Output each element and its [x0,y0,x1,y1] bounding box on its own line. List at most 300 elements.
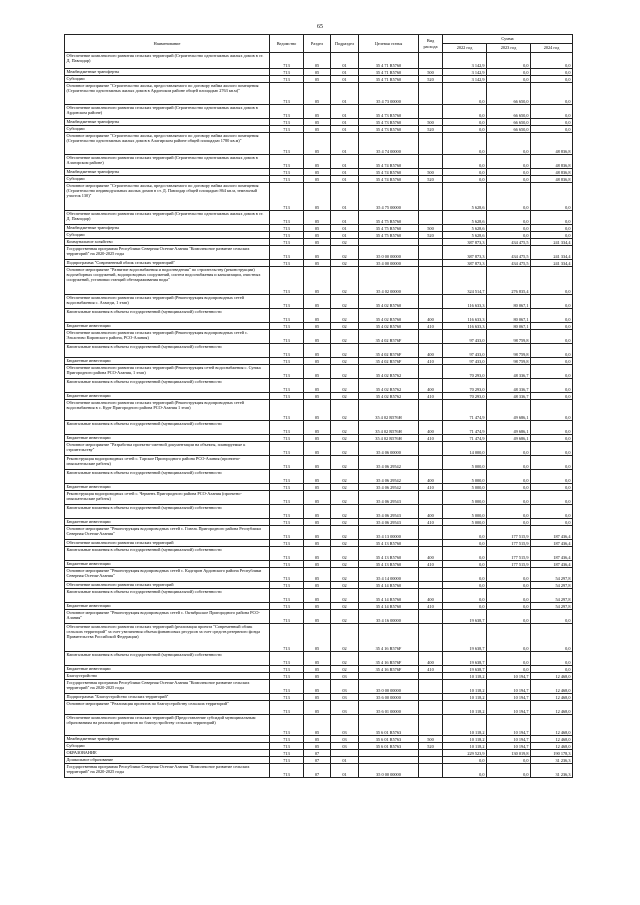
page-number: 65 [317,24,323,30]
row-sum-year-2: 0,0 [487,53,531,69]
row-ved: 713 [270,267,304,295]
table-row [65,246,573,260]
row-vr [419,680,443,694]
table-row [65,239,573,246]
row-cs: 35 4 73 R5760 [359,119,419,126]
row-name: Благоустройство [65,673,270,680]
row-sum-year-1: 0,0 [443,568,487,582]
row-name: Субсидии [65,232,270,239]
row-rz: 07 [304,764,331,778]
table-row [65,603,573,610]
row-ved: 713 [270,484,304,491]
row-cs: 35 6 01 00000 [359,701,419,715]
row-sum-year-1: 0,0 [443,589,487,603]
row-rz: 05 [304,225,331,232]
row-sum-year-2: 434 475,5 [487,239,531,246]
table-header [65,35,573,53]
row-sum-year-1: 0,0 [443,176,487,183]
row-sum-year-2: 0,0 [487,582,531,589]
row-ved: 713 [270,764,304,778]
row-name: Капитальные вложения в объекты государственной (муниципальной) собственности [65,421,270,435]
row-rz: 05 [304,76,331,83]
row-vr [419,673,443,680]
row-vr [419,540,443,547]
row-vr: 400 [419,309,443,323]
row-name: Бюджетные инвестиции [65,323,270,330]
row-cs: 35 4 71 R5760 [359,76,419,83]
header-sum: Сумма [443,35,573,44]
budget-table [64,34,573,778]
row-sum-year-3: 0,0 [531,309,573,323]
row-sum-year-3: 0,0 [531,610,573,624]
row-ved: 713 [270,505,304,519]
row-cs: 35 0 00 00000 [359,764,419,778]
row-sum-year-1: 19 638,7 [443,624,487,652]
table-row [65,267,573,295]
row-sum-year-2: 10 194,7 [487,673,531,680]
row-cs: 35 4 02 R576F [359,358,419,365]
row-sum-year-3: 187 436,4 [531,526,573,540]
row-name: Подпрограмма "Современный облик сельских территорий" [65,260,270,267]
table-row [65,358,573,365]
row-prz: 02 [331,540,359,547]
header-name: Наименование [65,35,270,53]
table-row [65,666,573,673]
row-prz: 02 [331,603,359,610]
row-cs: 35 4 73 R5760 [359,126,419,133]
table-row [65,155,573,169]
row-vr [419,330,443,344]
row-name: Обеспечение комплексного развития сельских территорий (Строительство одноэтажных жилых домов в ст. Д. Павлодар) [65,53,270,69]
row-sum-year-2: 0,0 [487,169,531,176]
row-sum-year-3: 0,0 [531,295,573,309]
row-cs: 35 4 02 00000 [359,267,419,295]
row-sum-year-3: 241 334,4 [531,260,573,267]
row-sum-year-2: 0,0 [487,225,531,232]
row-sum-year-1: 0,0 [443,126,487,133]
row-name: Основное мероприятие "Строительство жилья, предоставляемого по договору найма жилого помещения (Строительство одноэтажных жилых домов в Ардонском районе общей площадью 2763 кв.м)" [65,83,270,105]
row-sum-year-1: 0,0 [443,133,487,155]
row-sum-year-2: 0,0 [487,603,531,610]
row-name: Бюджетные инвестиции [65,561,270,568]
row-prz: 02 [331,260,359,267]
row-sum-year-3: 12 468,0 [531,736,573,743]
row-rz: 05 [304,736,331,743]
row-sum-year-3: 0,0 [531,442,573,456]
row-vr [419,211,443,225]
row-ved: 713 [270,610,304,624]
row-rz: 05 [304,470,331,484]
table-row [65,491,573,505]
table-row [65,589,573,603]
table-row [65,421,573,435]
row-ved: 713 [270,750,304,757]
row-rz: 05 [304,701,331,715]
row-vr: 410 [419,603,443,610]
row-sum-year-2: 48 336,7 [487,379,531,393]
row-sum-year-1: 5 628,6 [443,232,487,239]
row-sum-year-1: 5 628,6 [443,211,487,225]
row-ved: 713 [270,232,304,239]
table-row [65,680,573,694]
row-name: Капитальные вложения в объекты государственной (муниципальной) собственности [65,309,270,323]
row-rz: 05 [304,603,331,610]
row-rz: 05 [304,715,331,736]
row-sum-year-3: 12 468,0 [531,680,573,694]
table-row [65,232,573,239]
row-sum-year-1: 0,0 [443,169,487,176]
row-ved: 713 [270,435,304,442]
row-sum-year-3: 0,0 [531,505,573,519]
row-name: Субсидии [65,176,270,183]
table-row [65,694,573,701]
row-ved: 713 [270,400,304,421]
row-sum-year-2: 66 650,0 [487,105,531,119]
row-ved: 713 [270,421,304,435]
row-name: Основное мероприятие "Разработка проектно-сметной документации на объекты, планируемые к строительству" [65,442,270,456]
header-vr: Вид расхода [419,35,443,53]
row-ved: 713 [270,260,304,267]
row-prz: 01 [331,119,359,126]
header-prz: Подраздел [331,35,359,53]
row-sum-year-1: 70 293,0 [443,379,487,393]
row-vr: 410 [419,323,443,330]
row-vr: 410 [419,435,443,442]
row-name: Подпрограмма "Благоустройство сельских территорий" [65,694,270,701]
row-sum-year-3: 187 436,4 [531,540,573,547]
row-vr: 500 [419,225,443,232]
row-vr [419,267,443,295]
row-prz: 01 [331,764,359,778]
row-sum-year-3: 0,0 [531,330,573,344]
row-prz: 02 [331,246,359,260]
row-ved: 713 [270,547,304,561]
row-sum-year-1: 5 628,6 [443,225,487,232]
row-sum-year-1: 5 000,0 [443,456,487,470]
row-rz: 05 [304,211,331,225]
row-ved: 713 [270,105,304,119]
row-vr: 400 [419,421,443,435]
row-sum-year-1: 71 474,9 [443,435,487,442]
table-row [65,260,573,267]
row-sum-year-2: 0,0 [487,610,531,624]
table-row [65,624,573,652]
row-rz: 05 [304,519,331,526]
table-row [65,295,573,309]
table-row [65,764,573,778]
row-prz: 02 [331,358,359,365]
row-name: Капитальные вложения в объекты государственной (муниципальной) собственности [65,652,270,666]
row-prz: 01 [331,126,359,133]
row-rz: 05 [304,456,331,470]
row-rz: 05 [304,133,331,155]
row-sum-year-3: 12 468,0 [531,743,573,750]
row-sum-year-2: 10 194,7 [487,736,531,743]
row-cs: 35 4 06 29542 [359,484,419,491]
row-prz: 02 [331,519,359,526]
row-sum-year-3: 48 836,8 [531,155,573,169]
row-prz: 02 [331,561,359,568]
row-name: Обеспечение комплексного развития сельских территорий (Предоставление субсидий муниципальным образованиям на реализацию проектов по благоустройству сельских территорий) [65,715,270,736]
row-name: Обеспечение комплексного развития сельских территорий (Строительство одноэтажных жилых домов в Ардонском районе) [65,105,270,119]
row-rz: 05 [304,694,331,701]
row-sum-year-2: 0,0 [487,183,531,211]
row-sum-year-1: 14 000,0 [443,442,487,456]
row-sum-year-3: 54 297,8 [531,582,573,589]
row-name: Обеспечение комплексного развития сельских территорий (реализация проекта "Современный облик сельских территорий" за счет увеличения объема финансовых ресурсов за счет средств резервного фонда Правительства Российской Федерации) [65,624,270,652]
row-name: Межбюджетные трансферты [65,69,270,76]
row-cs: 35 4 13 00000 [359,526,419,540]
row-sum-year-1: 3 142,9 [443,76,487,83]
row-sum-year-3: 0,0 [531,119,573,126]
row-rz: 05 [304,358,331,365]
row-prz: 01 [331,105,359,119]
row-sum-year-1: 5 000,0 [443,470,487,484]
row-cs: 35 0 00 00000 [359,680,419,694]
table-row [65,225,573,232]
row-prz: 02 [331,666,359,673]
row-cs: 35 4 02 R576Н [359,400,419,421]
row-prz: 02 [331,393,359,400]
row-sum-year-3: 0,0 [531,69,573,76]
table-row [65,701,573,715]
row-prz: 03 [331,680,359,694]
row-sum-year-1: 387 873,3 [443,260,487,267]
row-ved: 713 [270,624,304,652]
table-row [65,379,573,393]
row-sum-year-2: 177 515,9 [487,561,531,568]
row-cs: 35 4 14 R5760 [359,582,419,589]
table-row [65,133,573,155]
row-sum-year-1: 5 000,0 [443,505,487,519]
row-cs: 35 4 75 R5760 [359,211,419,225]
row-name: Обеспечение комплексного развития сельских территорий (Реконструкция водопроводных сетей водоснабжения с. Ахмеди, 1 этап) [65,295,270,309]
row-sum-year-1: 71 474,9 [443,421,487,435]
row-sum-year-1: 10 118,2 [443,743,487,750]
table-row [65,442,573,456]
row-prz: 01 [331,69,359,76]
row-ved: 713 [270,211,304,225]
row-sum-year-1: 0,0 [443,83,487,105]
row-sum-year-1: 116 633,3 [443,323,487,330]
row-sum-year-1: 19 638,7 [443,666,487,673]
row-rz: 05 [304,400,331,421]
row-prz: 02 [331,421,359,435]
row-sum-year-3: 0,0 [531,126,573,133]
row-sum-year-3: 241 334,4 [531,239,573,246]
row-rz: 05 [304,421,331,435]
row-cs: 35 6 01 R5763 [359,736,419,743]
row-vr: 500 [419,69,443,76]
row-prz: 02 [331,470,359,484]
row-cs: 35 4 75 R5760 [359,232,419,239]
row-sum-year-1: 10 118,2 [443,715,487,736]
row-sum-year-1: 229 523,9 [443,750,487,757]
row-name: Бюджетные инвестиции [65,603,270,610]
row-sum-year-2: 80 067,1 [487,295,531,309]
row-sum-year-3: 0,0 [531,400,573,421]
row-sum-year-1: 0,0 [443,757,487,764]
row-name: Обеспечение комплексного развития сельских территорий (Реконструкция водопроводных сетей водоснабжения в с. Курт Пригородного района РСО-Алания 1 этап) [65,400,270,421]
row-vr [419,400,443,421]
row-ved: 713 [270,358,304,365]
row-vr [419,260,443,267]
row-sum-year-3: 0,0 [531,323,573,330]
row-name: Государственная программа Республики Северная Осетия-Алания "Комплексное развитие сельских территорий" на 2020-2025 годы [65,764,270,778]
row-rz: 05 [304,239,331,246]
row-prz: 02 [331,344,359,358]
row-rz: 05 [304,295,331,309]
row-prz: 02 [331,323,359,330]
table-row [65,484,573,491]
row-ved: 713 [270,701,304,715]
row-cs: 35 4 00 00000 [359,260,419,267]
row-vr: 400 [419,547,443,561]
row-sum-year-2: 10 194,7 [487,680,531,694]
row-name: Межбюджетные трансферты [65,736,270,743]
row-sum-year-2: 10 194,7 [487,715,531,736]
row-cs: 35 4 02 R576F [359,330,419,344]
row-cs: 35 4 74 R5760 [359,155,419,169]
row-ved: 713 [270,309,304,323]
row-rz: 05 [304,442,331,456]
row-rz: 05 [304,169,331,176]
row-cs: 35 4 06 29542 [359,470,419,484]
row-sum-year-2: 0,0 [487,624,531,652]
row-sum-year-2: 10 194,7 [487,701,531,715]
row-ved: 713 [270,736,304,743]
row-vr [419,246,443,260]
row-vr [419,491,443,505]
table-row [65,400,573,421]
row-ved: 713 [270,652,304,666]
row-rz: 05 [304,232,331,239]
row-ved: 713 [270,379,304,393]
row-sum-year-2: 0,0 [487,666,531,673]
row-sum-year-3: 241 334,4 [531,246,573,260]
header-year-1: 2022 год [443,44,487,53]
row-name: Основное мероприятие "Реконструкция водопроводных сетей с. Гизель Пригородного района Республики Северная Осетия-Алания" [65,526,270,540]
row-vr: 520 [419,76,443,83]
row-name: Субсидии [65,743,270,750]
row-ved: 713 [270,757,304,764]
row-cs: 35 4 14 R5760 [359,589,419,603]
row-vr [419,239,443,246]
row-sum-year-1: 5 000,0 [443,484,487,491]
row-sum-year-2: 0,0 [487,69,531,76]
row-sum-year-2: 0,0 [487,491,531,505]
row-cs: 35 4 75 00000 [359,183,419,211]
table-row [65,757,573,764]
table-row [65,470,573,484]
row-cs: 35 4 06 29543 [359,519,419,526]
row-prz: 02 [331,526,359,540]
row-cs: 35 4 02 R5760 [359,295,419,309]
row-ved: 713 [270,53,304,69]
table-row [65,743,573,750]
row-rz: 05 [304,365,331,379]
row-sum-year-3: 0,0 [531,83,573,105]
row-sum-year-3: 0,0 [531,624,573,652]
row-sum-year-3: 0,0 [531,232,573,239]
row-sum-year-2: 0,0 [487,470,531,484]
row-cs: 35 4 02 R5762 [359,393,419,400]
row-sum-year-1: 5 628,6 [443,183,487,211]
row-rz: 05 [304,393,331,400]
row-vr: 410 [419,666,443,673]
row-ved: 713 [270,442,304,456]
row-sum-year-1: 97 433,0 [443,358,487,365]
row-sum-year-1: 97 433,0 [443,330,487,344]
row-sum-year-3: 54 297,8 [531,603,573,610]
row-ved: 713 [270,126,304,133]
row-cs [359,750,419,757]
table-row [65,568,573,582]
row-rz: 05 [304,568,331,582]
row-sum-year-2: 0,0 [487,76,531,83]
header-rz: Раздел [304,35,331,53]
row-sum-year-3: 54 297,8 [531,589,573,603]
table-row [65,715,573,736]
row-ved: 713 [270,176,304,183]
row-name: Обеспечение комплексного развития сельских территорий (Реконструкция водопроводных сетей с. Эльхотово Кировского района, РСО-Алания) [65,330,270,344]
row-prz: 01 [331,76,359,83]
row-prz: 01 [331,211,359,225]
row-name: Капитальные вложения в объекты государственной (муниципальной) собственности [65,505,270,519]
row-prz: 01 [331,155,359,169]
row-vr: 410 [419,561,443,568]
header-year-3: 2024 год [531,44,573,53]
row-ved: 713 [270,183,304,211]
table-row [65,69,573,76]
row-vr: 400 [419,344,443,358]
row-cs: 35 4 02 R5762 [359,365,419,379]
row-name: Государственная программа Республики Северная Осетия-Алания "Комплексное развитие сельских территорий" на 2020-2025 годы [65,246,270,260]
row-prz: 02 [331,295,359,309]
row-prz: 01 [331,176,359,183]
row-prz: 02 [331,610,359,624]
row-vr [419,183,443,211]
row-vr: 500 [419,119,443,126]
row-cs: 35 4 14 R5760 [359,603,419,610]
row-vr [419,701,443,715]
row-vr: 520 [419,743,443,750]
row-prz: 03 [331,736,359,743]
table-row [65,540,573,547]
row-sum-year-3: 12 468,0 [531,701,573,715]
row-sum-year-2: 177 515,9 [487,540,531,547]
row-sum-year-2: 0,0 [487,757,531,764]
row-ved: 713 [270,133,304,155]
row-sum-year-2: 276 835,4 [487,267,531,295]
row-ved: 713 [270,83,304,105]
row-sum-year-1: 5 000,0 [443,491,487,505]
row-sum-year-2: 0,0 [487,652,531,666]
row-prz: 02 [331,330,359,344]
table-row [65,105,573,119]
row-cs: 35 4 71 R5760 [359,69,419,76]
row-name: Государственная программа Республики Северная Осетия-Алания "Комплексное развитие сельских территорий" на 2020-2025 годы [65,680,270,694]
header-ved: Ведомство [270,35,304,53]
row-prz: 01 [331,757,359,764]
row-sum-year-3: 190 178,3 [531,750,573,757]
row-name: Основное мероприятие "Реализация проектов по благоустройству сельских территорий" [65,701,270,715]
row-cs: 35 4 02 R576Н [359,421,419,435]
table-row [65,456,573,470]
row-rz: 05 [304,540,331,547]
row-prz: 03 [331,743,359,750]
row-rz: 07 [304,757,331,764]
